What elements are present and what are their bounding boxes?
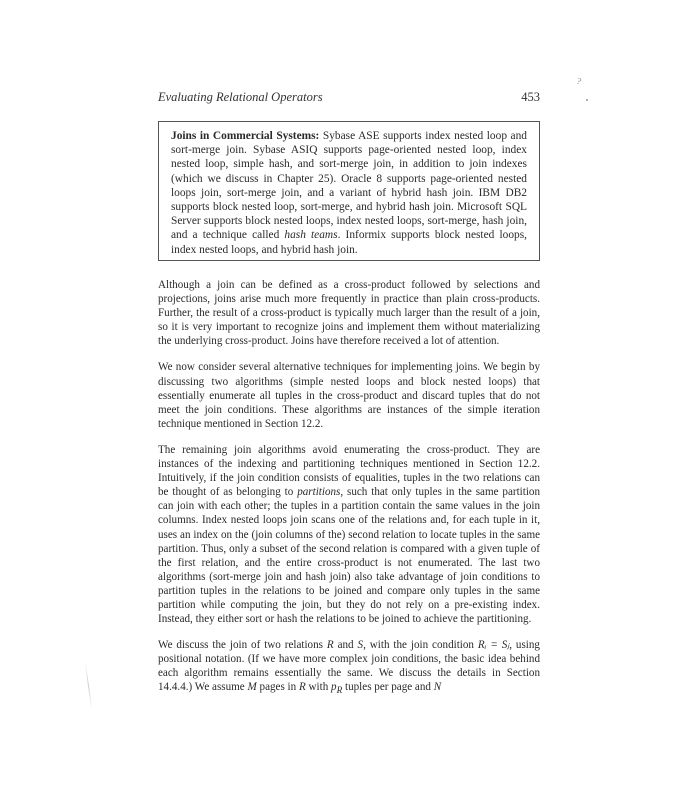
p4-text-f: with bbox=[305, 681, 332, 694]
p4-join-condition: Rᵢ = Sⱼ bbox=[477, 639, 510, 652]
paragraph-3-emphasis: partitions bbox=[297, 486, 341, 499]
stray-dot bbox=[586, 99, 588, 101]
p4-text-b: and bbox=[333, 639, 358, 652]
p4-var-r2: R bbox=[298, 681, 306, 694]
p4-text-c: , with the join condition bbox=[363, 639, 478, 652]
p4-var-p-subscript: R bbox=[336, 686, 343, 697]
paragraph-4 bbox=[158, 638, 540, 699]
page-number: 453 bbox=[521, 90, 540, 104]
callout-emphasis: hash teams bbox=[284, 229, 338, 242]
p4-text-g: tuples per page and bbox=[342, 681, 434, 694]
margin-scribble bbox=[85, 662, 93, 710]
paragraph-1: Although a join can be defined as a cross-product followed by selections and projections, joins arise much more frequently in practice than plain cross-products. Further, the result of a cross-product is typically much larger than the result of a join, so it is very important to recognize joins and implement them without materializing the underlying cross-product. Joins have therefore received a lot of attention. bbox=[158, 279, 540, 348]
p4-var-p: p bbox=[331, 681, 337, 694]
callout-heading: Joins in Commercial Systems: bbox=[171, 130, 320, 142]
stray-mark: ? bbox=[575, 75, 583, 87]
callout-text-end: . Informix supports block nested loops, index nested loops, and hybrid hash join. bbox=[171, 229, 527, 256]
running-head bbox=[158, 90, 540, 105]
p4-text-e: pages in bbox=[256, 681, 299, 694]
paragraph-3 bbox=[158, 443, 540, 626]
paragraph-3-text: The remaining join algorithms avoid enumerating the cross-product. They are instances of the indexing and partitioning techniques mentioned in Section 12.2. Intuitively, if the join condition consists of equalities, tuples in the two relations can be thought of as belonging to bbox=[158, 443, 540, 499]
paragraph-3-text-end: , such that only tuples in the same partition can join with each other; the tuples in a partition contain the same values in the join columns. Index nested loops join scans one of the relations and, for each tuple in it, uses an index on the (join columns of the) second relation to locate tuples in the same partition. Thus, only a subset of the second relation is compared with a given tuple of the first relation, and the entire cross-product is not enumerated. The last two algorithms (sort-merge join and hash join) also take advantage of join conditions to partition tuples in the relations to be joined and compare only tuples in the same partition while computing the join, but they do not rely on a pre-existing index. Instead, they either sort or hash the relations to be joined to achieve the partitioning. bbox=[158, 486, 541, 626]
p4-var-s: S bbox=[357, 639, 364, 652]
section-title: Evaluating Relational Operators bbox=[158, 90, 323, 104]
body-text bbox=[158, 278, 540, 711]
p4-var-m: M bbox=[247, 681, 257, 694]
callout-box bbox=[158, 121, 540, 261]
p4-var-n: N bbox=[433, 681, 442, 694]
p4-text-a: We discuss the join of two relations bbox=[158, 639, 327, 652]
p4-text-d: , using positional notation. (If we have more complex join conditions, the basic idea behind each algorithm remains essentially the same. We discuss the details in Section 14.4.4.) We assume bbox=[158, 639, 540, 694]
paragraph-2: We now consider several alternative techniques for implementing joins. We begin by discussing two algorithms (simple nested loops and block nested loops) that essentially enumerate all tuples in the cross-product and discard tuples that do not meet the join conditions. These algorithms are instances of the simple iteration technique mentioned in Section 12.2. bbox=[158, 361, 540, 430]
p4-var-r: R bbox=[326, 639, 334, 652]
callout-text: Sybase ASE supports index nested loop and sort-merge join. Sybase ASIQ supports page-oriented nested loop, index nested loop, simple hash, and sort-merge join, in addition to join indexes (which we discuss in Chapter 25). Oracle 8 supports page-oriented nested loops join, sort-merge join, and a variant of hybrid hash join. IBM DB2 supports block nested loop, sort-merge, and hybrid hash join. Microsoft SQL Server supports block nested loops, index nested loops, sort-merge, hash join, and a technique called bbox=[171, 130, 527, 242]
